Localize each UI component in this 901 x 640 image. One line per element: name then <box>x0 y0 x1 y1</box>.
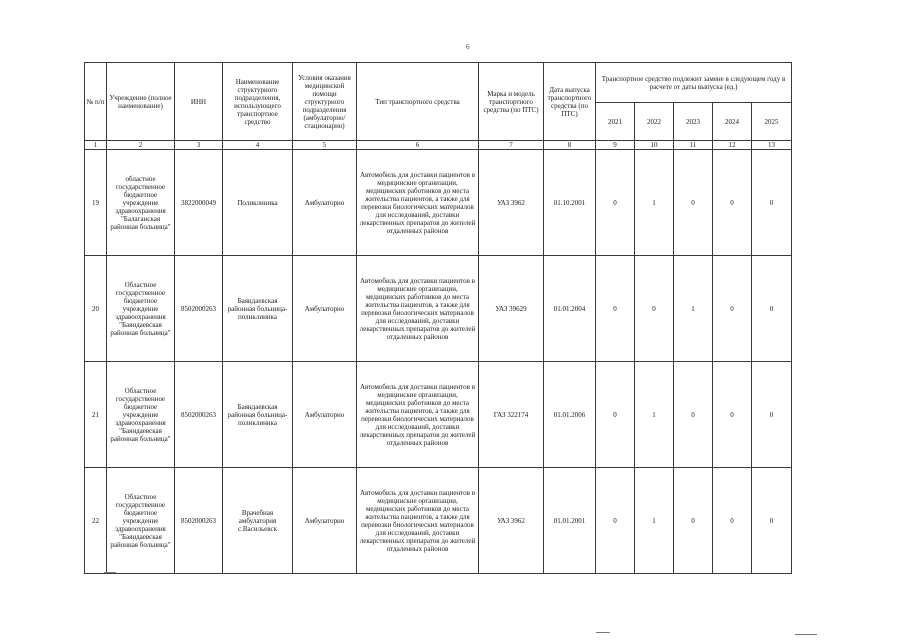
cell-conditions: Амбулаторно <box>293 256 357 362</box>
cell-year-2025: 0 <box>752 468 792 574</box>
header-institution: Учреждение (полное наименование) <box>107 63 175 141</box>
header-brand-model: Марка и модель транспортного средства (по ПТС) <box>479 63 544 141</box>
column-number: 9 <box>596 141 635 150</box>
cell-inn: 8502000263 <box>175 468 223 574</box>
cell-brand-model: УАЗ 3962 <box>479 150 544 256</box>
cell-conditions: Амбулаторно <box>293 362 357 468</box>
table-row <box>85 256 792 362</box>
page-number: 6 <box>466 43 470 51</box>
column-number: 8 <box>544 141 596 150</box>
cell-year-2023: 0 <box>674 362 713 468</box>
scan-artifact <box>795 634 817 635</box>
cell-conditions: Амбулаторно <box>293 468 357 574</box>
header-inn: ИНН <box>175 63 223 141</box>
cell-release-date: 01.01.2006 <box>544 362 596 468</box>
cell-year-2022: 0 <box>635 256 674 362</box>
scan-artifact <box>596 632 610 633</box>
cell-brand-model: ГАЗ 322174 <box>479 362 544 468</box>
cell-vehicle-type: Автомобиль для доставки пациентов в медицинские организации, медицинских работников до места жительства пациентов, а также для перевозки биологических материалов для исследований, доставки лекарственных препаратов до жителей отдаленных районов <box>357 362 479 468</box>
cell-year-2022: 1 <box>635 150 674 256</box>
cell-department: Баяндаевская районная больница-поликлиника <box>223 362 293 468</box>
column-number: 6 <box>357 141 479 150</box>
cell-year-2024: 0 <box>713 256 752 362</box>
cell-inn: 3822000049 <box>175 150 223 256</box>
cell-year-2025: 0 <box>752 256 792 362</box>
cell-conditions: Амбулаторно <box>293 150 357 256</box>
cell-inn: 8502000263 <box>175 362 223 468</box>
cell-institution: Областное государственное бюджетное учреждение здравоохранения "Баяндаевская районная больница" <box>107 256 175 362</box>
cell-year-2023: 0 <box>674 468 713 574</box>
cell-institution: Областное государственное бюджетное учреждение здравоохранения "Баяндаевская районная больница" <box>107 468 175 574</box>
cell-department: Баяндаевская районная больница-поликлиника <box>223 256 293 362</box>
cell-num: 20 <box>85 256 107 362</box>
cell-release-date: 01.01.2004 <box>544 256 596 362</box>
column-number: 2 <box>107 141 175 150</box>
header-year: 2021 <box>596 103 635 141</box>
cell-year-2021: 0 <box>596 362 635 468</box>
cell-vehicle-type: Автомобиль для доставки пациентов в медицинские организации, медицинских работников до места жительства пациентов, а также для перевозки биологических материалов для исследований, доставки лекарственных препаратов до жителей отдаленных районов <box>357 150 479 256</box>
cell-num: 19 <box>85 150 107 256</box>
cell-year-2021: 0 <box>596 468 635 574</box>
header-vehicle-type: Тип транспортного средства <box>357 63 479 141</box>
column-number: 12 <box>713 141 752 150</box>
cell-institution: областное государственное бюджетное учреждение здравоохранения "Балаганская районная больница" <box>107 150 175 256</box>
header-release-date: Дата выпуска транспортного средства (по ПТС) <box>544 63 596 141</box>
cell-release-date: 01.10.2001 <box>544 150 596 256</box>
cell-year-2025: 0 <box>752 362 792 468</box>
column-number: 10 <box>635 141 674 150</box>
cell-vehicle-type: Автомобиль для доставки пациентов в медицинские организации, медицинских работников до места жительства пациентов, а также для перевозки биологических материалов для исследований, доставки лекарственных препаратов до жителей отдаленных районов <box>357 468 479 574</box>
column-number: 13 <box>752 141 792 150</box>
cell-brand-model: УАЗ 39629 <box>479 256 544 362</box>
cell-year-2024: 0 <box>713 150 752 256</box>
cell-year-2023: 1 <box>674 256 713 362</box>
table-row <box>85 468 792 574</box>
cell-vehicle-type: Автомобиль для доставки пациентов в медицинские организации, медицинских работников до места жительства пациентов, а также для перевозки биологических материалов для исследований, доставки лекарственных препаратов до жителей отдаленных районов <box>357 256 479 362</box>
cell-institution: Областное государственное бюджетное учреждение здравоохранения "Баяндаевская районная больница" <box>107 362 175 468</box>
header-year: 2023 <box>674 103 713 141</box>
cell-year-2025: 0 <box>752 150 792 256</box>
cell-year-2023: 0 <box>674 150 713 256</box>
cell-year-2024: 0 <box>713 468 752 574</box>
header-conditions: Условия оказания медицинской помощи структурного подразделения (амбулаторно/ стационарно) <box>293 63 357 141</box>
cell-year-2021: 0 <box>596 150 635 256</box>
cell-department: Поликлиника <box>223 150 293 256</box>
cell-year-2022: 1 <box>635 362 674 468</box>
column-number: 1 <box>85 141 107 150</box>
cell-brand-model: УАЗ 3962 <box>479 468 544 574</box>
header-department: Наименование структурного подразделения, использующего транспортное средство <box>223 63 293 141</box>
table-row <box>85 150 792 256</box>
cell-release-date: 01.01.2001 <box>544 468 596 574</box>
scan-artifact <box>104 572 116 573</box>
cell-year-2022: 1 <box>635 468 674 574</box>
cell-num: 22 <box>85 468 107 574</box>
table-row <box>85 362 792 468</box>
column-number: 5 <box>293 141 357 150</box>
cell-year-2024: 0 <box>713 362 752 468</box>
cell-year-2021: 0 <box>596 256 635 362</box>
cell-department: Врачебная амбулатория с.Васильевск <box>223 468 293 574</box>
vehicle-replacement-table <box>84 62 792 574</box>
cell-num: 21 <box>85 362 107 468</box>
column-number: 11 <box>674 141 713 150</box>
header-num: № п/п <box>85 63 107 141</box>
column-number: 7 <box>479 141 544 150</box>
column-number: 3 <box>175 141 223 150</box>
header-year: 2025 <box>752 103 792 141</box>
column-number: 4 <box>223 141 293 150</box>
header-replacement: Транспортное средство подлежит замене в следующем году в расчете от даты выпуска (ед.) <box>596 63 792 103</box>
header-year: 2022 <box>635 103 674 141</box>
header-year: 2024 <box>713 103 752 141</box>
cell-inn: 8502000263 <box>175 256 223 362</box>
